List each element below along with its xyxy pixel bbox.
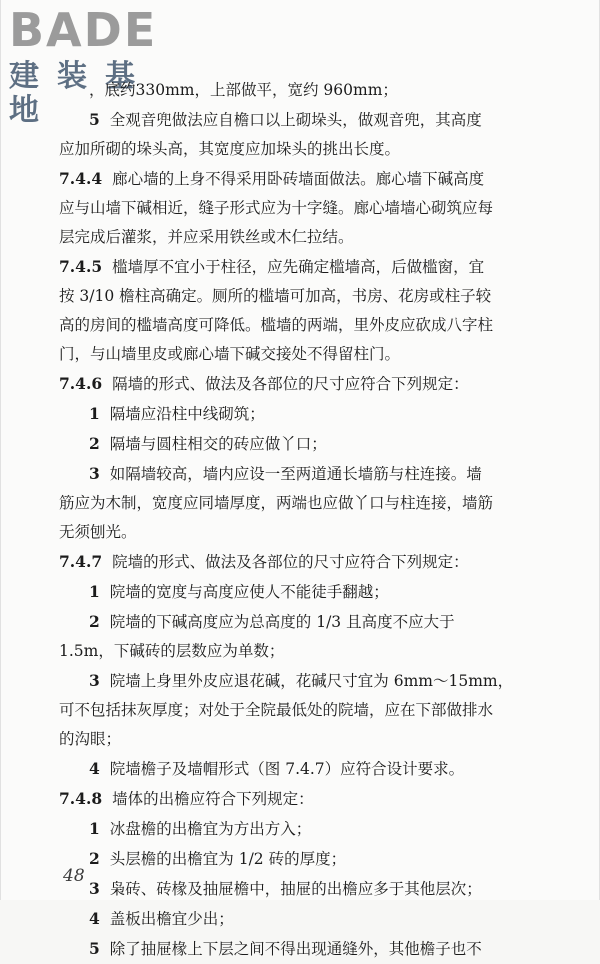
item-number: 3 (89, 464, 100, 483)
text-line (59, 223, 573, 252)
text-line (59, 252, 573, 282)
line-text: 1.5m，下碱砖的层数应为单数； (59, 642, 285, 660)
item-number: 5 (89, 110, 100, 129)
line-text: 应与山墙下碱相近，缝子形式应为十字缝。廊心墙墙心砌筑应每 (59, 199, 494, 217)
line-text: 槛墙厚不宜小于柱径，应先确定槛墙高，后做槛窗，宜 (112, 258, 485, 276)
item-number: 2 (89, 434, 100, 453)
text-line (59, 459, 573, 489)
line-text: 廊心墙的上身不得采用卧砖墙面做法。廊心墙下碱高度 (112, 170, 485, 188)
text-line (59, 282, 573, 311)
line-text: 隔墙的形式、做法及各部位的尺寸应符合下列规定： (112, 375, 469, 393)
text-line (59, 577, 573, 607)
line-text: 门，与山墙里皮或廊心墙下碱交接处不得留柱门。 (59, 345, 401, 363)
text-line (59, 105, 573, 135)
text-line (59, 429, 573, 459)
text-line (59, 518, 573, 547)
text-line (59, 164, 573, 194)
line-text: 可不包括抹灰厚度；对处于全院最低处的院墙，应在下部做排水 (59, 701, 494, 719)
text-line (59, 666, 573, 696)
line-text: 院墙檐子及墙帽形式（图 7.4.7）应符合设计要求。 (109, 760, 465, 778)
line-text: 头层檐的出檐宜为 1/2 砖的厚度； (109, 850, 347, 868)
text-line (59, 637, 573, 666)
line-text: 冰盘檐的出檐宜为方出方入； (109, 820, 312, 838)
line-text: 全观音兜做法应自檐口以上砌垛头，做观音兜，其高度 (109, 111, 482, 129)
text-line (59, 76, 573, 105)
line-text: 院墙的形式、做法及各部位的尺寸应符合下列规定： (112, 553, 469, 571)
document-body (59, 76, 573, 964)
item-number: 1 (89, 819, 100, 838)
line-text: 盖板出檐宜少出； (109, 910, 234, 928)
line-text: 院墙的宽度与高度应使人不能徒手翻越； (109, 583, 389, 601)
section-number: 7.4.4 (59, 169, 103, 188)
line-text: ，底约330mm，上部做平，宽约 960mm； (89, 81, 398, 99)
text-line (59, 696, 573, 725)
section-number: 7.4.6 (59, 374, 103, 393)
text-line (59, 814, 573, 844)
text-line (59, 784, 573, 814)
line-text: 隔墙应沿柱中线砌筑； (109, 405, 265, 423)
item-number: 1 (89, 582, 100, 601)
section-number: 7.4.5 (59, 257, 103, 276)
line-text: 如隔墙较高，墙内应设一至两道通长墙筋与柱连接。墙 (109, 465, 482, 483)
item-number: 1 (89, 404, 100, 423)
text-line (59, 340, 573, 369)
text-line (59, 135, 573, 164)
text-line (59, 547, 573, 577)
text-line (59, 844, 573, 874)
text-line (59, 399, 573, 429)
item-number: 2 (89, 612, 100, 631)
line-text: 除了抽屉椽上下层之间不得出现通缝外，其他檐子也不 (109, 940, 482, 958)
item-number: 5 (89, 939, 100, 958)
item-number: 4 (89, 909, 100, 928)
text-line (59, 489, 573, 518)
section-number: 7.4.8 (59, 789, 103, 808)
text-line (59, 904, 573, 934)
section-number: 7.4.7 (59, 552, 103, 571)
logo-chinese-text: 建装基地 (9, 59, 153, 128)
line-text: 墙体的出檐应符合下列规定： (112, 790, 314, 808)
item-number: 3 (89, 671, 100, 690)
line-text: 院墙上身里外皮应退花碱，花碱尺寸宜为 6mm～15mm， (109, 672, 514, 690)
page-number: 48 (63, 866, 85, 886)
line-text: 层完成后灌浆，并应采用铁丝或木仁拉结。 (59, 228, 354, 246)
text-line (59, 194, 573, 223)
text-line (59, 934, 573, 964)
logo-bade-text: BADE (9, 3, 158, 57)
line-text: 按 3/10 檐柱高确定。厕所的槛墙可加高，书房、花房或柱子较 (59, 287, 492, 305)
line-text: 应加所砌的垛头高，其宽度应加垛头的挑出长度。 (59, 140, 401, 158)
line-text: 无须刨光。 (59, 523, 137, 541)
item-number: 4 (89, 759, 100, 778)
text-line (59, 754, 573, 784)
text-line (59, 369, 573, 399)
item-number: 2 (89, 849, 100, 868)
text-line (59, 725, 573, 754)
line-text: 枭砖、砖椽及抽屉檐中，抽屉的出檐应多于其他层次； (109, 880, 482, 898)
line-text: 隔墙与圆柱相交的砖应做丫口； (109, 435, 327, 453)
item-number: 3 (89, 879, 100, 898)
line-text: 高的房间的槛墙高度可降低。槛墙的两端，里外皮应砍成八字柱 (59, 316, 494, 334)
line-text: 筋应为木制，宽度应同墙厚度，两端也应做丫口与柱连接，墙筋 (59, 494, 494, 512)
text-line (59, 311, 573, 340)
line-text: 的沟眼； (59, 730, 122, 748)
line-text: 院墙的下碱高度应为总高度的 1/3 且高度不应大于 (109, 613, 455, 631)
text-line (59, 607, 573, 637)
